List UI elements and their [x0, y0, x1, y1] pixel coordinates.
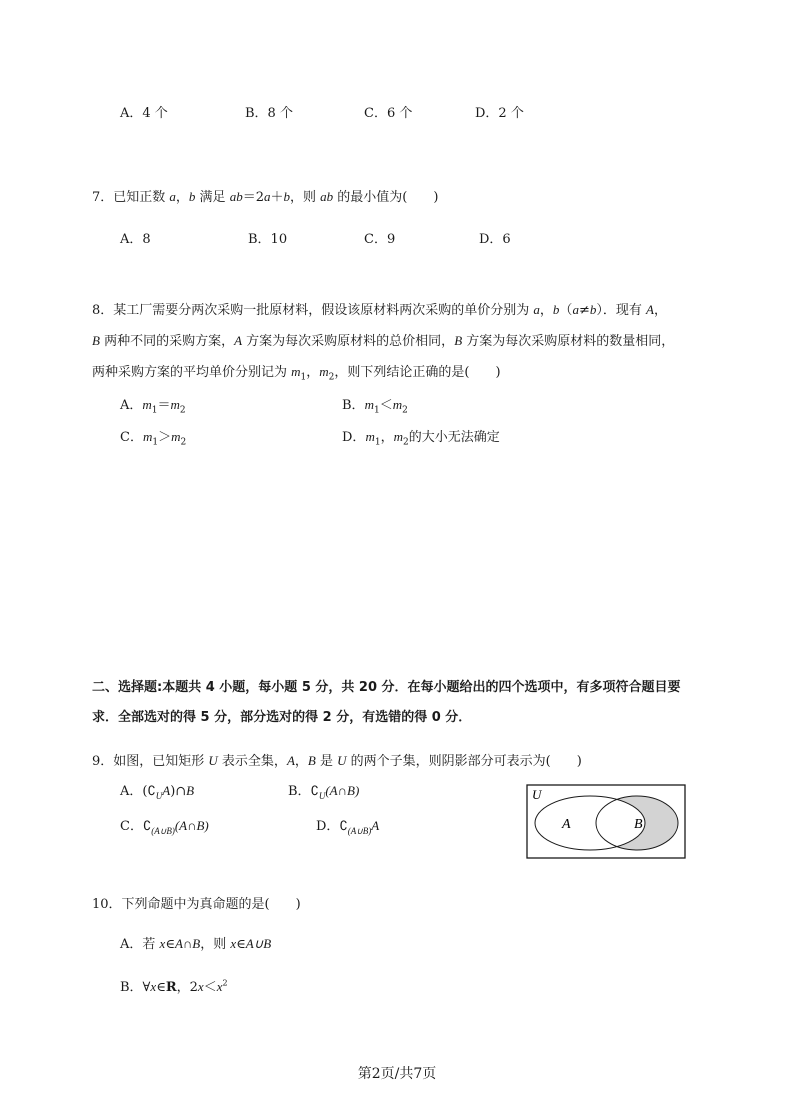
venn-label-a: A: [562, 817, 571, 832]
q9-option-a: [120, 780, 194, 802]
venn-diagram: [526, 784, 686, 859]
q6-option-b: B．8 个: [245, 106, 293, 121]
q8-opt-a-rel: ＝: [157, 398, 171, 413]
q9-opt-d-expr: A: [371, 818, 380, 833]
q7-option-a: A．8: [120, 232, 151, 247]
q8-option-a: [120, 394, 186, 416]
q9-stem: [92, 750, 582, 769]
q9-sep: ，: [294, 754, 308, 769]
q8-option-c: [120, 426, 186, 448]
q7-var-a2: a: [263, 189, 271, 204]
q8-line3-suffix: ，则下列结论正确的是( ): [334, 365, 501, 380]
q8-cond-ne: ≠: [578, 303, 590, 318]
q8-opt-b-label: B．: [342, 398, 365, 413]
q7-var-b2: b: [283, 189, 290, 204]
q9-opt-b-sub: U: [318, 790, 326, 801]
q7-ab: ab: [229, 189, 243, 204]
q9-opt-c-comp: ∁: [142, 819, 152, 834]
q9-option-c: [120, 815, 209, 837]
q9-option-b: [288, 780, 359, 802]
q9-opt-a-set-a: A: [162, 783, 171, 798]
q9-opt-d-sub: (A∪B): [347, 825, 372, 836]
q8-plan-b: B: [92, 333, 100, 348]
q8-m2-sub: 2: [328, 372, 335, 383]
q8-line2-t2: 方案为每次采购原材料的总价相同，: [242, 334, 455, 349]
q7-stem-prefix: 7．已知正数: [92, 190, 170, 205]
q8-option-d: [342, 426, 500, 448]
q8-cond-b: b: [589, 302, 597, 317]
q6-option-c: C．6 个: [364, 106, 413, 121]
q10-opt-a-in: ∈: [165, 937, 175, 952]
q8-sep: ，: [539, 303, 553, 318]
q8-opt-c-m2: m: [171, 429, 181, 444]
q8-m1-sub: 1: [300, 372, 307, 383]
q8-opt-d-label: D．: [342, 430, 366, 445]
q8-opt-a-sub2: 2: [179, 405, 186, 416]
venn-label-b: B: [634, 817, 643, 832]
q8-opt-b-m1: m: [364, 397, 374, 412]
q8-line1-prefix: 8．某工厂需要分两次采购一批原材料，假设该原材料两次采购的单价分别为: [92, 303, 534, 318]
q8-plan-b2: B: [454, 333, 463, 348]
venn-set-a: [535, 796, 645, 850]
q8-opt-a-m2: m: [170, 397, 180, 412]
q8-opt-b-sub2: 2: [402, 405, 408, 416]
q7-mid1: 满足: [195, 190, 230, 205]
q10-option-a: [120, 933, 271, 952]
q6-option-a: A．4 个: [120, 106, 168, 121]
q10-opt-b-lt: ＜: [203, 980, 217, 995]
q9-opt-a-comp: (∁: [142, 784, 156, 799]
q8-plan-a: A: [645, 302, 654, 317]
q9-t1: 表示全集，: [217, 754, 287, 769]
q8-comma: ，: [306, 365, 320, 380]
q9-option-d: [316, 815, 379, 837]
q10-opt-a-then: ，则: [200, 937, 231, 952]
q9-var-a: A: [286, 753, 295, 768]
q9-opt-a-set-b: B: [186, 783, 195, 798]
q8-opt-d-sub2: 2: [402, 437, 409, 448]
q7-option-b: B．10: [248, 232, 288, 247]
q8-option-b: [342, 394, 408, 416]
q9-t3: 的两个子集，则阴影部分可表示为( ): [346, 754, 582, 769]
q10-opt-b-reals: R: [165, 980, 177, 995]
q10-opt-b-label: B．∀: [120, 980, 151, 995]
q6-option-d: D．2 个: [475, 106, 524, 121]
q9-opt-b-label: B．: [288, 784, 311, 799]
q9-stem-prefix: 9．如图，已知矩形: [92, 754, 209, 769]
q8-cond-a: a: [572, 302, 579, 317]
q8-opt-a-sub1: 1: [151, 405, 158, 416]
q9-opt-b-comp: ∁: [310, 784, 319, 799]
q8-opt-c-label: C．: [120, 430, 143, 445]
q9-opt-a-label: A．: [120, 784, 143, 799]
q8-opt-d-comma: ，: [380, 430, 394, 445]
q8-line2-t3: 方案为每次采购原材料的数量相同，: [462, 334, 675, 349]
q8-var-a: a: [533, 302, 540, 317]
q9-opt-c-expr: (A∩B): [174, 818, 209, 833]
q10-opt-a-x2: x: [230, 936, 237, 951]
q8-opt-c-rel: ＞: [158, 430, 172, 445]
q10-option-b: [120, 976, 228, 995]
q8-opt-c-m1: m: [142, 429, 153, 444]
q9-t2: 是: [315, 754, 338, 769]
q10-opt-b-t: ，2: [176, 980, 198, 995]
q8-opt-d-sub1: 1: [374, 437, 381, 448]
q8-plan-a2: A: [234, 333, 243, 348]
venn-label-u: U: [532, 787, 542, 802]
q7-ab2: ab: [320, 189, 334, 204]
q8-line3: [92, 361, 501, 383]
q10-stem: 10．下列命题中为真命题的是( ): [92, 897, 301, 912]
q8-line2: [92, 330, 674, 349]
q9-opt-c-label: C．: [120, 819, 143, 834]
q10-opt-b-in: ∈: [156, 980, 166, 995]
q8-opt-d-m1: m: [365, 429, 375, 444]
q7-option-c: C．9: [364, 232, 396, 247]
q8-line1: [92, 299, 667, 318]
q8-cond-close: ）．现有: [596, 303, 646, 318]
q8-line2-t1: 两种不同的采购方案，: [99, 334, 235, 349]
q7-plus: ＋: [270, 190, 284, 205]
q8-opt-c-sub2: 2: [180, 437, 187, 448]
q8-cond-open: （: [559, 303, 573, 318]
q8-opt-b-m2: m: [392, 397, 403, 412]
q10-opt-b-x3: x: [216, 979, 223, 994]
q10-opt-a-x: x: [159, 936, 166, 951]
q7-suffix: 的最小值为( ): [333, 190, 439, 205]
q7-mid3: ，则: [289, 190, 321, 205]
q10-opt-b-sup: 2: [222, 978, 228, 988]
q8-opt-a-m1: m: [142, 397, 152, 412]
q9-var-u: U: [208, 753, 218, 768]
q9-opt-d-label: D．: [316, 819, 340, 834]
q7-var-a: a: [169, 189, 176, 204]
q9-opt-a-cap: )∩: [170, 784, 187, 799]
q8-line3-prefix: 两种采购方案的平均单价分别记为: [92, 365, 292, 380]
q8-opt-a-label: A．: [120, 398, 143, 413]
q8-line1-end: ，: [653, 303, 667, 318]
q9-opt-d-comp: ∁: [339, 819, 348, 834]
q8-m2: m: [319, 364, 329, 379]
q10-opt-b-x2: x: [197, 979, 204, 994]
q7-option-d: D．6: [479, 232, 511, 247]
q10-opt-b-x: x: [150, 979, 157, 994]
q7-stem: [92, 186, 438, 205]
q8-opt-c-sub1: 1: [152, 437, 159, 448]
q10-opt-a-label: A．若: [120, 937, 160, 952]
q8-opt-b-sub1: 1: [373, 405, 380, 416]
q7-sep: ，: [175, 190, 189, 205]
page-footer: 第2页/共7页: [357, 1066, 437, 1082]
q9-opt-a-sub: U: [155, 790, 163, 801]
q9-opt-b-expr: (A∩B): [325, 783, 360, 798]
section2-heading-line1: 二、选择题:本题共 4 小题，每小题 5 分，共 20 分．在每小题给出的四个选项中，有多项符合题目要: [92, 680, 681, 695]
q8-opt-b-rel: ＜: [379, 398, 393, 413]
q8-var-b: b: [552, 302, 560, 317]
q7-var-b: b: [188, 189, 196, 204]
section2-heading-line2: 求．全部选对的得 5 分，部分选对的得 2 分，有选错的得 0 分．: [92, 710, 472, 725]
q9-var-b: B: [307, 753, 316, 768]
q7-eq: ＝2: [242, 190, 264, 205]
q8-opt-d-m2: m: [393, 429, 403, 444]
q10-opt-a-cap: A∩B: [174, 936, 201, 951]
q8-m1: m: [291, 364, 301, 379]
q9-var-u2: U: [337, 753, 347, 768]
q10-opt-a-in2: ∈: [236, 937, 246, 952]
q9-opt-c-sub: (A∪B): [151, 825, 175, 836]
q8-opt-d-text: 的大小无法确定: [408, 430, 500, 445]
q10-opt-a-cup: A∪B: [245, 936, 272, 951]
